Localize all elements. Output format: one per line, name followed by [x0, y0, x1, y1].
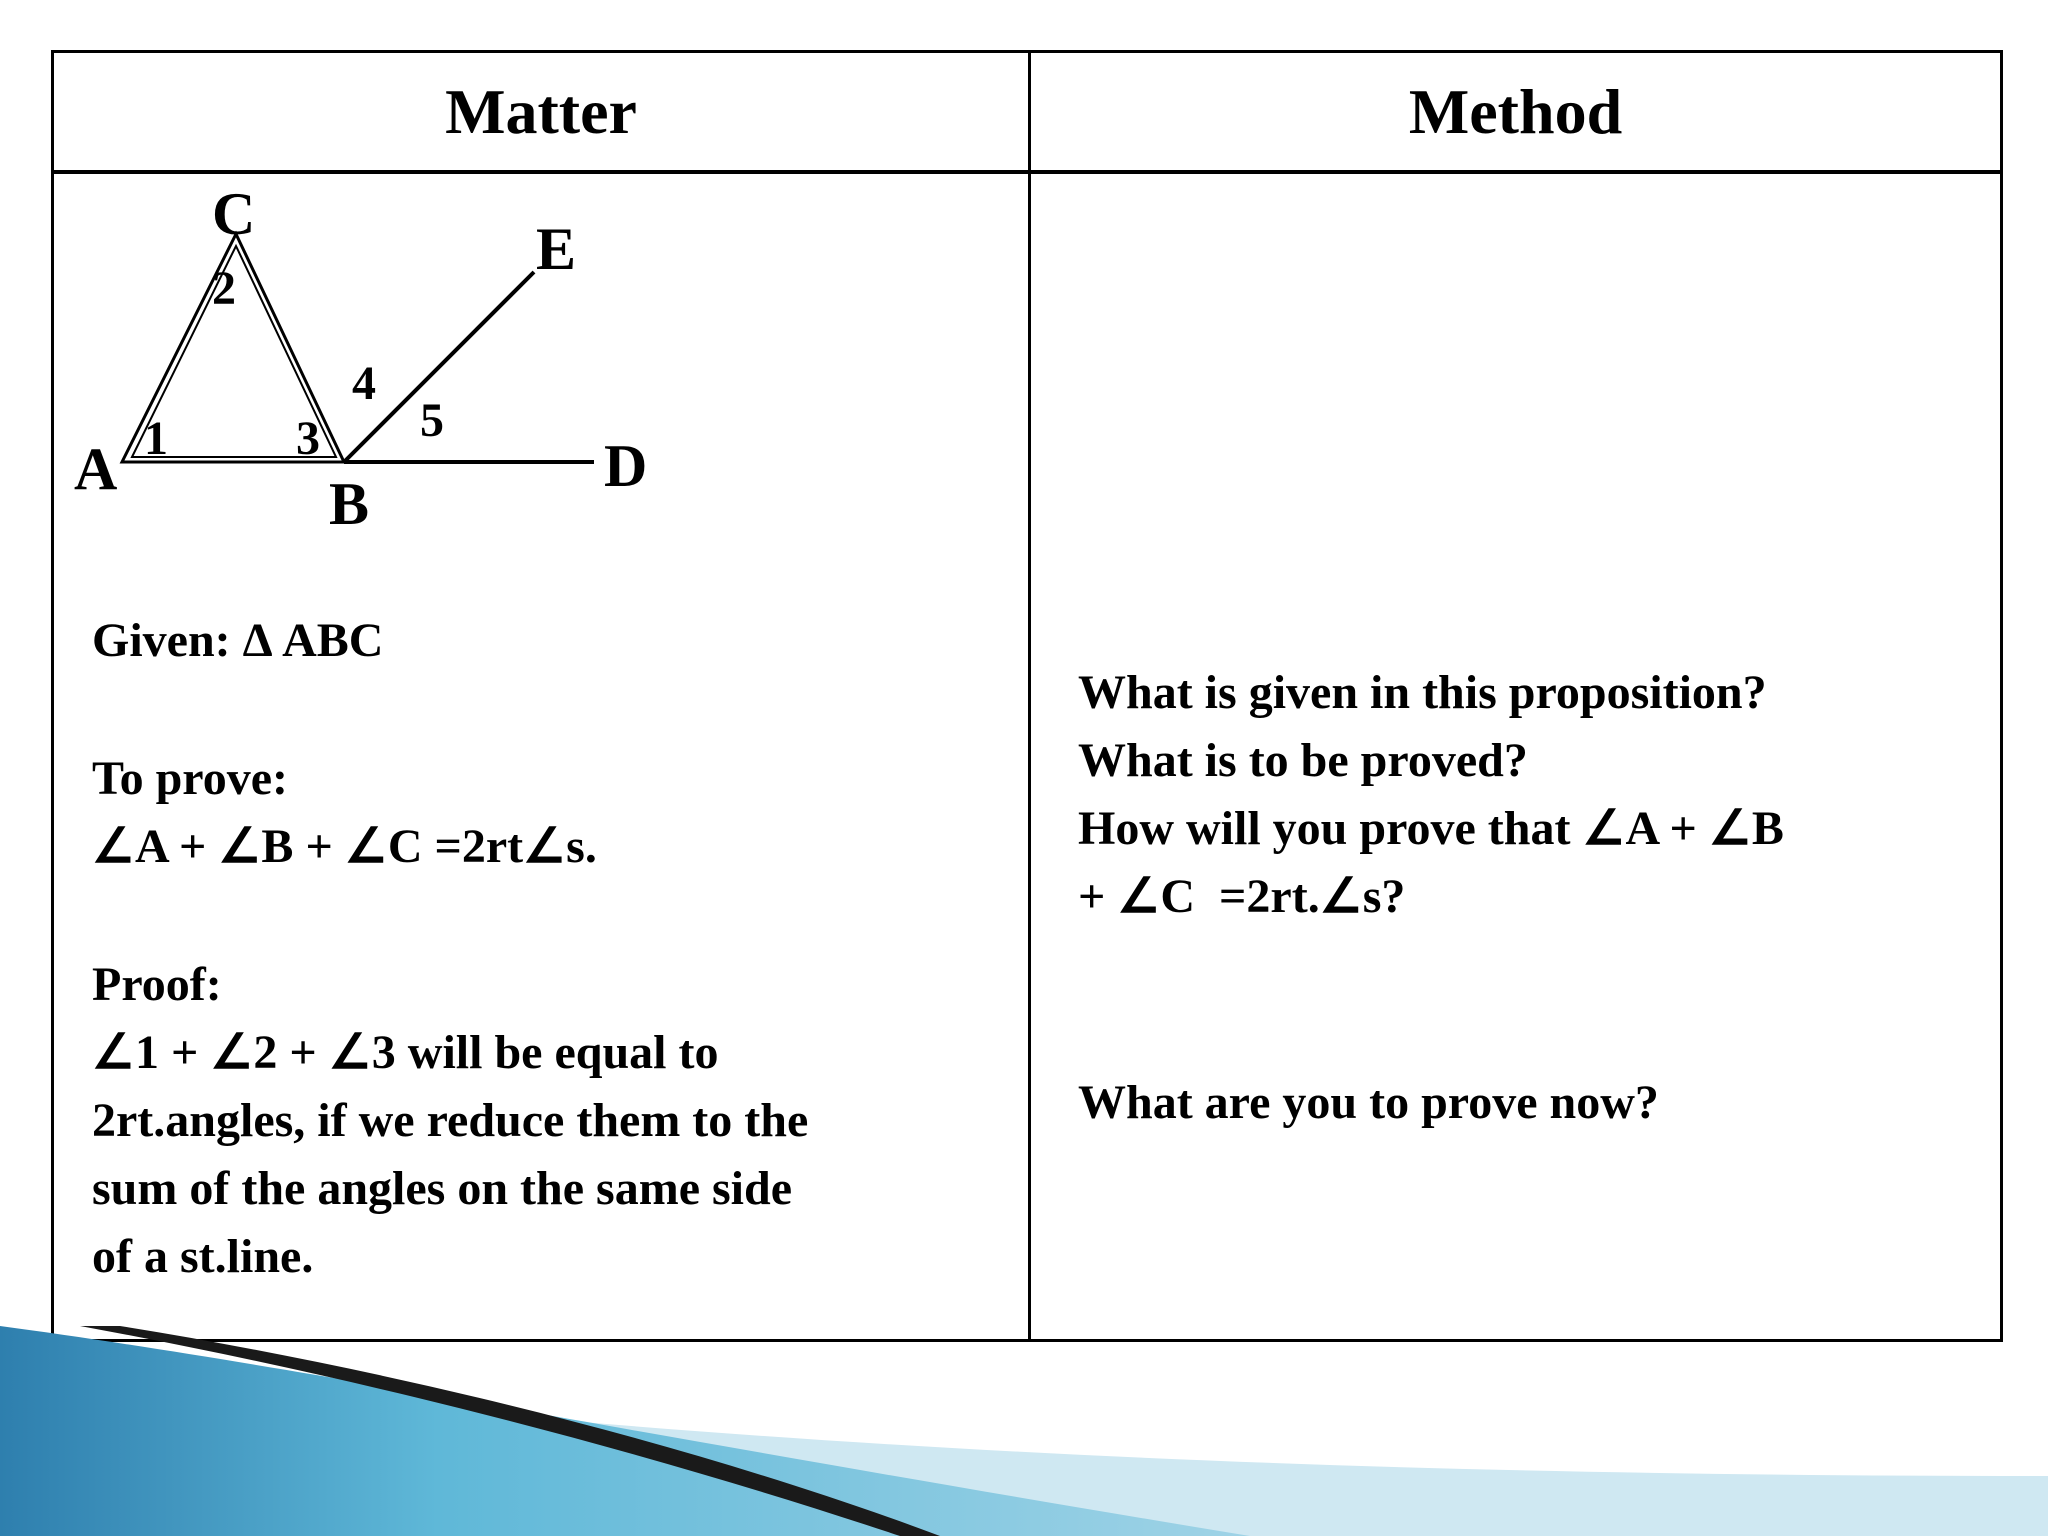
triangle-diagram-svg — [54, 174, 1028, 604]
decorative-wave — [0, 1326, 2048, 1536]
column-divider — [1028, 53, 1031, 1339]
triangle-diagram — [54, 174, 1028, 604]
to-prove-heading: To prove: — [92, 752, 289, 805]
proof-heading: Proof: — [92, 958, 222, 1011]
header-method: Method — [1408, 75, 1623, 147]
method-question-4: What are you to prove now? — [1078, 1076, 1659, 1129]
header-matter: Matter — [445, 75, 637, 147]
label-c: C — [212, 181, 256, 247]
angle-label-3: 3 — [296, 412, 320, 465]
to-prove-statement: ∠A + ∠B + ∠C =2rt∠s. — [92, 820, 597, 873]
table-header-row — [54, 53, 2000, 174]
label-d: D — [604, 433, 648, 499]
proof-line-4: of a st.line. — [92, 1230, 314, 1283]
proof-line-1: ∠1 + ∠2 + ∠3 will be equal to — [92, 1026, 719, 1079]
label-b: B — [329, 471, 370, 537]
angle-label-4: 4 — [352, 357, 376, 410]
method-question-1: What is given in this proposition? — [1078, 666, 1767, 719]
given-text: Given: Δ ABC — [92, 614, 384, 667]
angle-label-2: 2 — [212, 262, 236, 315]
angle-label-1: 1 — [144, 412, 168, 465]
angle-label-5: 5 — [420, 394, 444, 447]
matter-method-table — [51, 50, 2003, 1342]
proof-line-2: 2rt.angles, if we reduce them to the — [92, 1094, 809, 1147]
method-question-2: What is to be proved? — [1078, 734, 1528, 787]
label-a: A — [74, 436, 118, 502]
method-question-3-line-2: + ∠C =2rt.∠s? — [1078, 870, 1406, 923]
label-e: E — [536, 216, 577, 282]
method-question-3-line-1: How will you prove that ∠A + ∠B — [1078, 802, 1784, 855]
proof-line-3: sum of the angles on the same side — [92, 1162, 793, 1215]
